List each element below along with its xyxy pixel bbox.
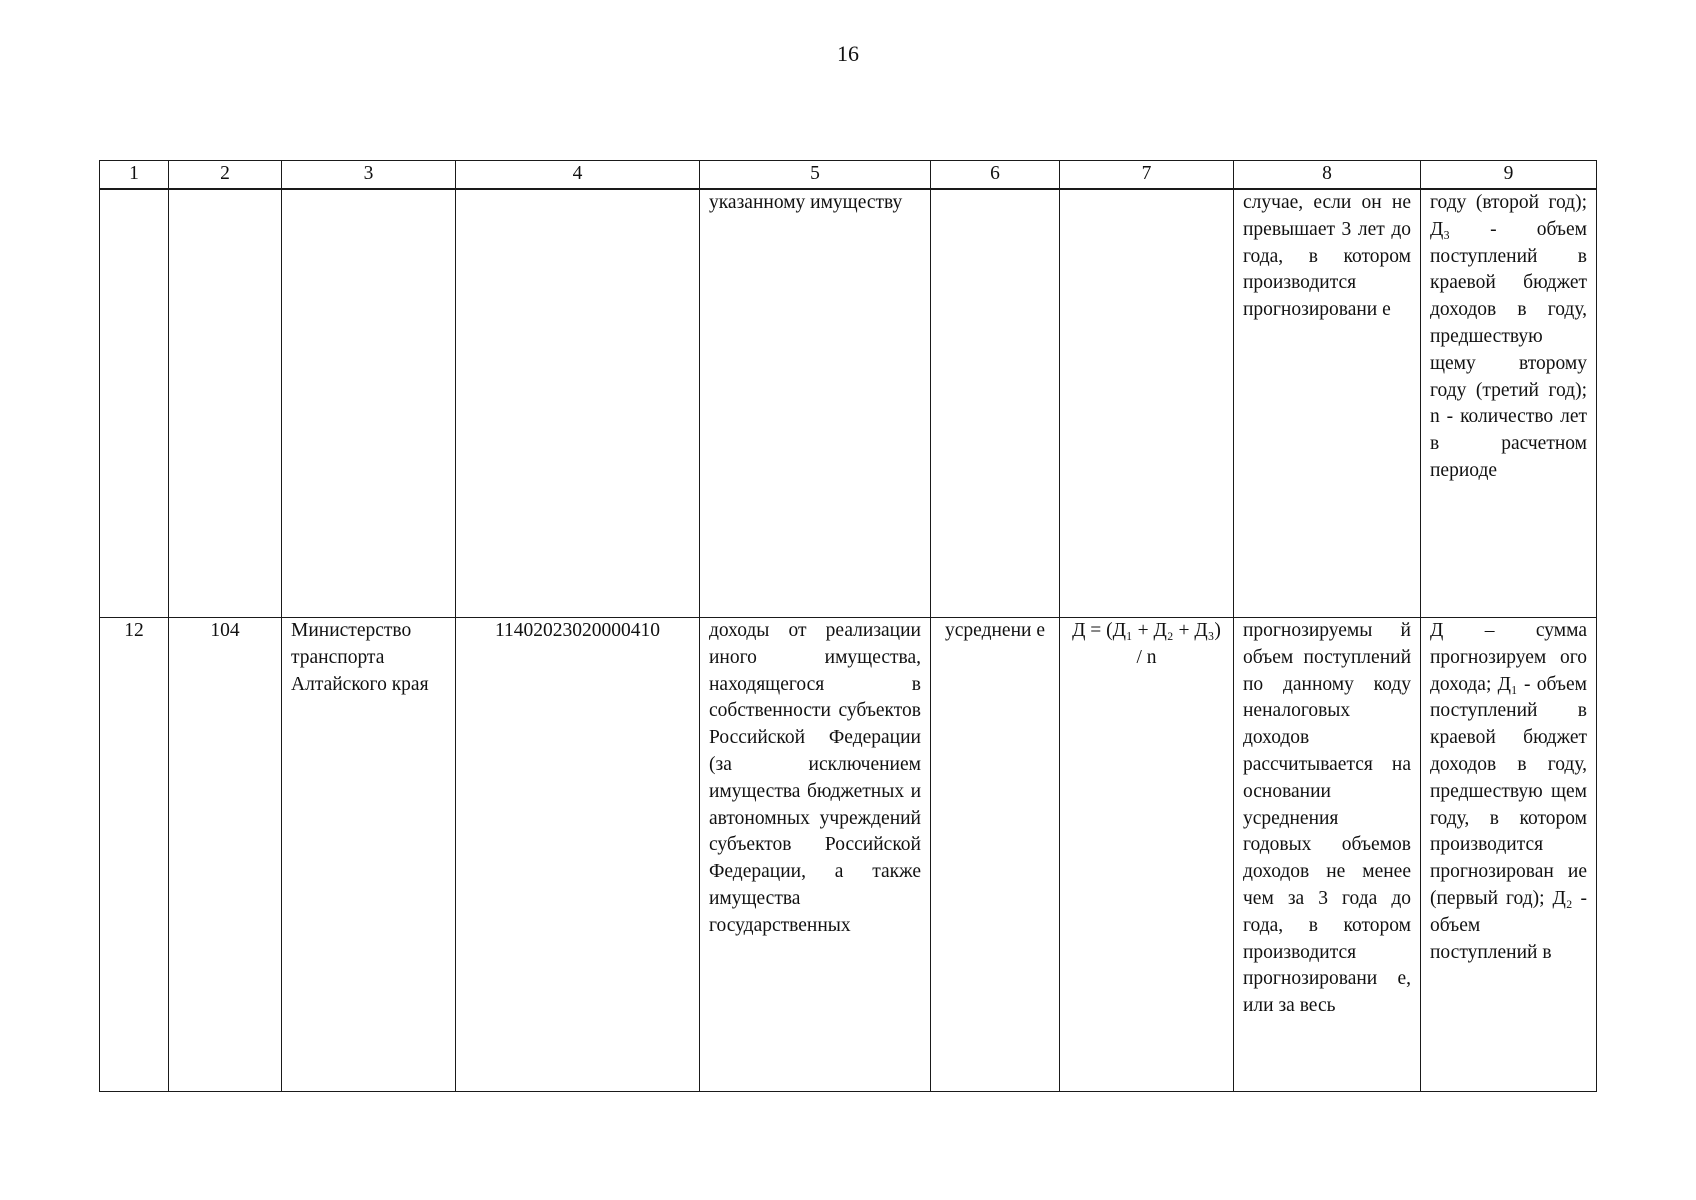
cell-algorithm: прогнозируемы й объем поступлений по данному коду неналоговых доходов рассчитывается на основании усреднения годовых объемов доходов не менее чем за 3 года до года, в котором производится прогнозировани е, или за весь <box>1234 618 1421 1092</box>
cell-revenue-code <box>456 189 700 618</box>
header-col-5: 5 <box>700 161 931 190</box>
cell-revenue-name: доходы от реализации иного имущества, находящегося в собственности субъектов Российской Федерации (за исключением имущества бюджетных и автономных учреждений субъектов Российской Федерации, а также имущества государственных <box>700 618 931 1092</box>
cell-indicators: году (второй год); Д₃ - объем поступлений в краевой бюджет доходов в году, предшествую щему второму году (третий год); n - количество лет в расчетном периоде <box>1421 189 1597 618</box>
cell-number: 12 <box>100 618 169 1092</box>
header-col-6: 6 <box>931 161 1060 190</box>
table-header-row <box>100 161 1597 190</box>
cell-admin-code <box>169 189 282 618</box>
cell-administrator: Министерство транспорта Алтайского края <box>282 618 456 1092</box>
header-col-9: 9 <box>1421 161 1597 190</box>
cell-indicators: Д – сумма прогнозируем ого дохода; Д₁ - объем поступлений в краевой бюджет доходов в году, предшествую щем году, в котором производится прогнозирован ие (первый год); Д₂ - объем поступлений в <box>1421 618 1597 1092</box>
cell-administrator <box>282 189 456 618</box>
cell-method <box>931 189 1060 618</box>
header-col-8: 8 <box>1234 161 1421 190</box>
header-col-2: 2 <box>169 161 282 190</box>
header-col-7: 7 <box>1060 161 1234 190</box>
cell-formula <box>1060 189 1234 618</box>
cell-number <box>100 189 169 618</box>
page-number: 16 <box>837 41 859 66</box>
cell-formula: Д = (Д₁ + Д₂ + Д₃) / n <box>1060 618 1234 1092</box>
cell-method: усреднени е <box>931 618 1060 1092</box>
header-col-1: 1 <box>100 161 169 190</box>
cell-revenue-name: указанному имуществу <box>700 189 931 618</box>
table-row <box>100 618 1597 1092</box>
revenue-methodology-table <box>99 160 1597 1092</box>
table-row <box>100 189 1597 618</box>
header-col-3: 3 <box>282 161 456 190</box>
cell-revenue-code: 11402023020000410 <box>456 618 700 1092</box>
cell-algorithm: случае, если он не превышает 3 лет до года, в котором производится прогнозировани е <box>1234 189 1421 618</box>
header-col-4: 4 <box>456 161 700 190</box>
cell-admin-code: 104 <box>169 618 282 1092</box>
